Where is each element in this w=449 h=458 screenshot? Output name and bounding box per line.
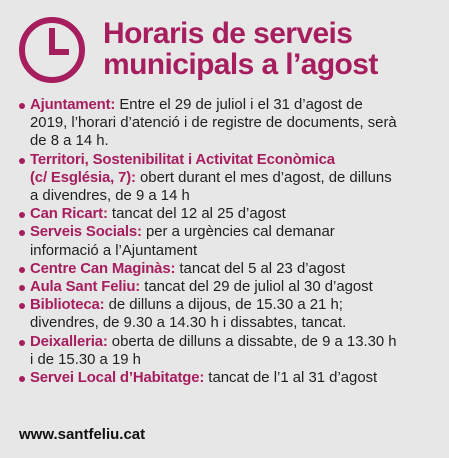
- item-line: [30, 205, 437, 223]
- service-label: Biblioteca:: [30, 297, 105, 314]
- list-item-can-ricart: [19, 205, 437, 223]
- item-line: [30, 278, 437, 296]
- service-text: de dilluns a dijous, de 15.30 a 21 h;: [104, 297, 343, 314]
- item-line: [30, 333, 437, 351]
- service-text: Entre el 29 de juliol i el 31 d’agost de: [115, 97, 363, 113]
- item-line: informació a l’Ajuntament: [30, 242, 198, 259]
- services-list: [19, 96, 437, 387]
- service-label: Serveis Socials:: [30, 224, 142, 241]
- list-item-aula-sant-feliu: [19, 278, 437, 296]
- service-text: per a urgències cal demanar: [141, 224, 335, 241]
- item-line: [30, 96, 437, 114]
- title-line-1: Horaris de serveis: [103, 17, 353, 50]
- item-line: [30, 223, 437, 241]
- website-link[interactable]: www.santfeliu.cat: [19, 426, 146, 443]
- list-item-biblioteca: [19, 296, 437, 332]
- item-line: [30, 296, 437, 314]
- item-line: [30, 369, 437, 387]
- list-item-deixalleria: [19, 333, 437, 369]
- item-line: [30, 260, 437, 278]
- service-text: tancat de l’1 al 31 d’agost: [204, 370, 378, 387]
- list-item-habitatge: [19, 369, 437, 387]
- item-line: i de 15.30 a 19 h: [30, 351, 141, 368]
- header: [18, 16, 443, 82]
- service-address: (c/ Església, 7):: [30, 169, 136, 186]
- list-item-territori: [19, 151, 437, 206]
- service-label: Ajuntament:: [30, 97, 116, 113]
- service-label: Can Ricart:: [30, 206, 108, 223]
- page-title: [103, 18, 378, 80]
- service-label: Centre Can Maginàs:: [30, 260, 176, 277]
- service-text: tancat del 12 al 25 d’agost: [107, 206, 286, 223]
- list-item-serveis-socials: [19, 223, 437, 259]
- list-item-can-maginas: [19, 260, 437, 278]
- service-text: obert durant el mes d’agost, de dilluns: [135, 169, 392, 186]
- service-text: tancat del 29 de juliol al 30 d’agost: [140, 279, 373, 296]
- item-line: 2019, l’horari d’atenció i de registre de documents, serà: [30, 115, 397, 132]
- list-item-ajuntament: [19, 96, 437, 151]
- item-line: a divendres, de 9 a 14 h: [30, 188, 190, 205]
- service-text: tancat del 5 al 23 d’agost: [175, 260, 345, 277]
- service-label: Deixalleria:: [30, 333, 108, 350]
- title-line-2: municipals a l’agost: [103, 48, 378, 81]
- service-label: Servei Local d’Habitatge:: [30, 370, 205, 387]
- item-line: divendres, de 9.30 a 14.30 h i dissabtes, tancat.: [30, 315, 347, 332]
- item-line: de 8 a 14 h.: [30, 133, 109, 150]
- item-line: [30, 169, 437, 187]
- service-label: Aula Sant Feliu:: [30, 279, 141, 296]
- clock-icon: [18, 16, 86, 84]
- service-text: oberta de dilluns a dissabte, de 9 a 13.30 h: [107, 333, 397, 350]
- service-label: Territori, Sostenibilitat i Activitat Econòmica: [30, 151, 335, 168]
